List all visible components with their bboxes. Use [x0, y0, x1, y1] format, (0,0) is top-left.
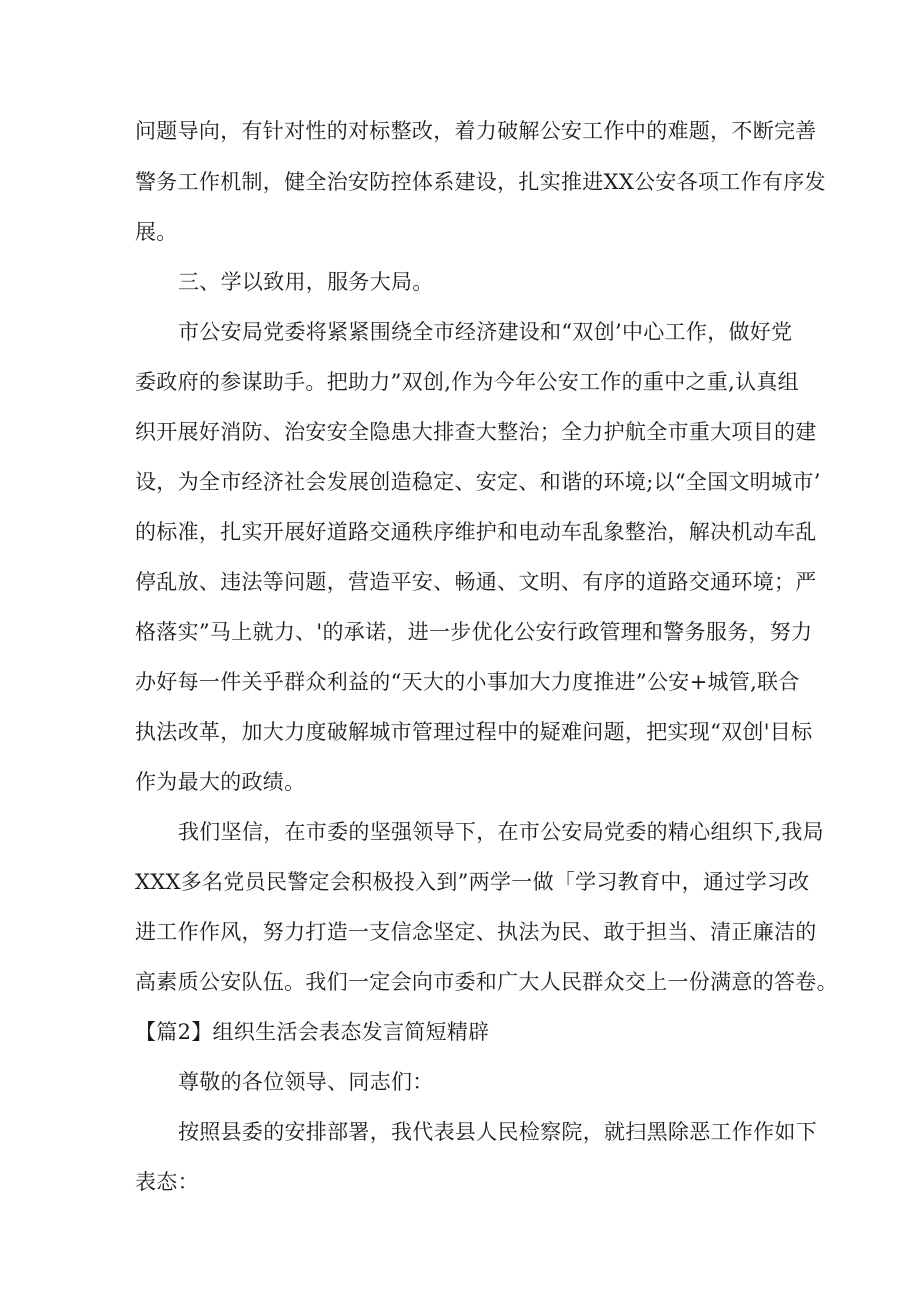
- text-line: 市公安局党委将紧紧围绕全市经济建设和“双创’中心工作，做好党: [178, 320, 793, 344]
- text-line: 委政府的参谋助手。把助力”双创,作为今年公安工作的重中之重,认真组: [135, 370, 799, 394]
- text-line: 执法改革，加大力度破解城市管理过程中的疑难问题，把实现“双创'目标: [135, 720, 813, 744]
- article-title: 【篇2】组织生活会表态发言简短精辟: [135, 1020, 490, 1044]
- text-line: 表态：: [135, 1170, 199, 1194]
- text-line: 的标准，扎实开展好道路交通秩序维护和电动车乱象整治，解决机动车乱: [135, 520, 817, 544]
- text-line: 警务工作机制，健全治安防控体系建设，扎实推进XX公安各项工作有序发: [135, 170, 826, 194]
- text-line: 停乱放、违法等问题，营造平安、畅通、文明、有序的道路交通环境；严: [135, 570, 817, 594]
- text-line: 按照县委的安排部署，我代表县人民检察院，就扫黑除恶工作作如下: [178, 1120, 817, 1144]
- text-line: XXX多名党员民警定会积极投入到”两学一做「学习教育中，通过学习改: [135, 870, 810, 894]
- text-line: 高素质公安队伍。我们一定会向市委和广大人民群众交上一份满意的答卷。: [135, 970, 838, 994]
- text-line: 我们坚信，在市委的坚强领导下，在市公安局党委的精心组织下,我局: [178, 820, 824, 844]
- text-line: 格落实”马上就力、'的承诺，进一步优化公安行政管理和警务服务，努力: [135, 620, 813, 644]
- text-line: 作为最大的政绩。: [135, 770, 306, 794]
- section-heading: 三、学以致用，服务大局。: [178, 270, 434, 294]
- text-line: 办好每一件关乎群众利益的“天大的小事加大力度推进”公安+城管,联合: [135, 670, 800, 694]
- text-line: 问题导向，有针对性的对标整改，着力破解公安工作中的难题，不断完善: [135, 119, 817, 143]
- salutation: 尊敬的各位领导、同志们：: [178, 1070, 434, 1094]
- text-line: 展。: [135, 220, 178, 244]
- text-line: 进工作作风，努力打造一支信念坚定、执法为民、敢于担当、清正廉洁的: [135, 920, 817, 944]
- text-line: 织开展好消防、治安安全隐患大排查大整治；全力护航全市重大项目的建: [135, 420, 817, 444]
- text-line: 设，为全市经济社会发展创造稳定、安定、和谐的环境;以“全国文明城市’: [135, 470, 821, 494]
